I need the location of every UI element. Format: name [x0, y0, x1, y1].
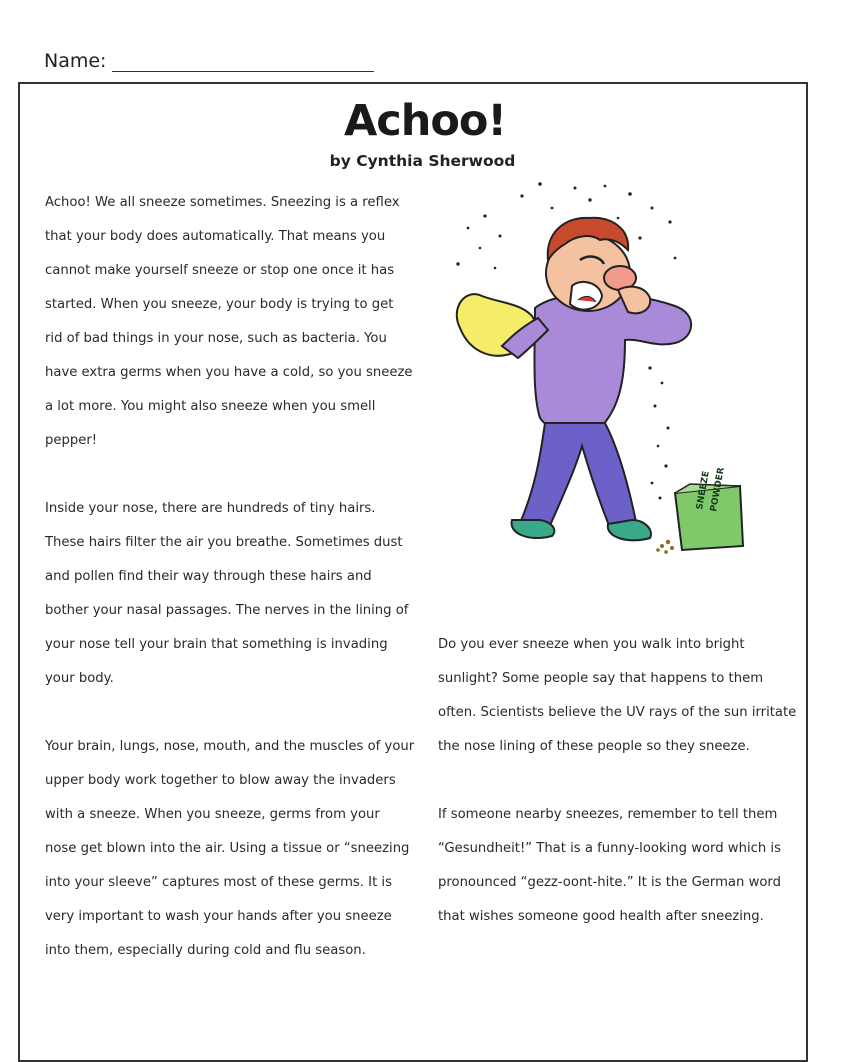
name-blank-line[interactable]	[112, 51, 374, 72]
left-column	[45, 186, 415, 968]
right-column	[438, 628, 798, 934]
page-title: Achoo!	[343, 96, 507, 146]
name-label: Name:	[44, 50, 107, 72]
box-label-line1: SNEEZE	[695, 470, 712, 511]
paragraph-4: Do you ever sneeze when you walk into bright sunlight? Some people say that happens to them often. Scientists believe the UV rays of the sun irritate the nose lining of these people so they sneeze.	[438, 637, 797, 754]
box-label-line2: POWDER	[709, 466, 727, 513]
blue-pants	[520, 423, 636, 530]
name-field[interactable]	[44, 50, 374, 72]
paragraph-2: Inside your nose, there are hundreds of tiny hairs. These hairs filter the air you breathe. Sometimes dust and pollen find their way through these hairs and bother your nasal passages. The nerves in the lining of your nose tell your brain that something is invading your body.	[45, 501, 409, 686]
right-shoe	[608, 520, 651, 540]
purple-shirt	[534, 294, 691, 435]
paragraph-3: Your brain, lungs, nose, mouth, and the muscles of your upper body work together to blow away the invaders with a sneeze. When you sneeze, germs from your nose get blown into the air. Using a tissue or “sneezing into your sleeve” captures most of these germs. It is very important to wash your hands after you sneeze into them, especially during cold and flu season.	[45, 739, 415, 958]
paragraph-5: If someone nearby sneezes, remember to tell them “Gesundheit!” That is a funny-looking word which is pronounced “gezz-oont-hite.” It is the German word that wishes someone good health after sneezing.	[438, 807, 781, 924]
byline: by Cynthia Sherwood	[329, 152, 516, 170]
left-shoe	[512, 520, 555, 538]
sneeze-powder-box	[656, 467, 743, 554]
open-mouth	[570, 282, 602, 310]
paragraph-1: Achoo! We all sneeze sometimes. Sneezing is a reflex that your body does automatically. That means you cannot make yourself sneeze or stop one once it has started. When you sneeze, your body is trying to get rid of bad things in your nose, such as bacteria. You have extra germs when you have a cold, so you sneeze a lot more. You might also sneeze when you smell pepper!	[45, 195, 413, 448]
sneezing-man-illustration	[440, 178, 760, 568]
